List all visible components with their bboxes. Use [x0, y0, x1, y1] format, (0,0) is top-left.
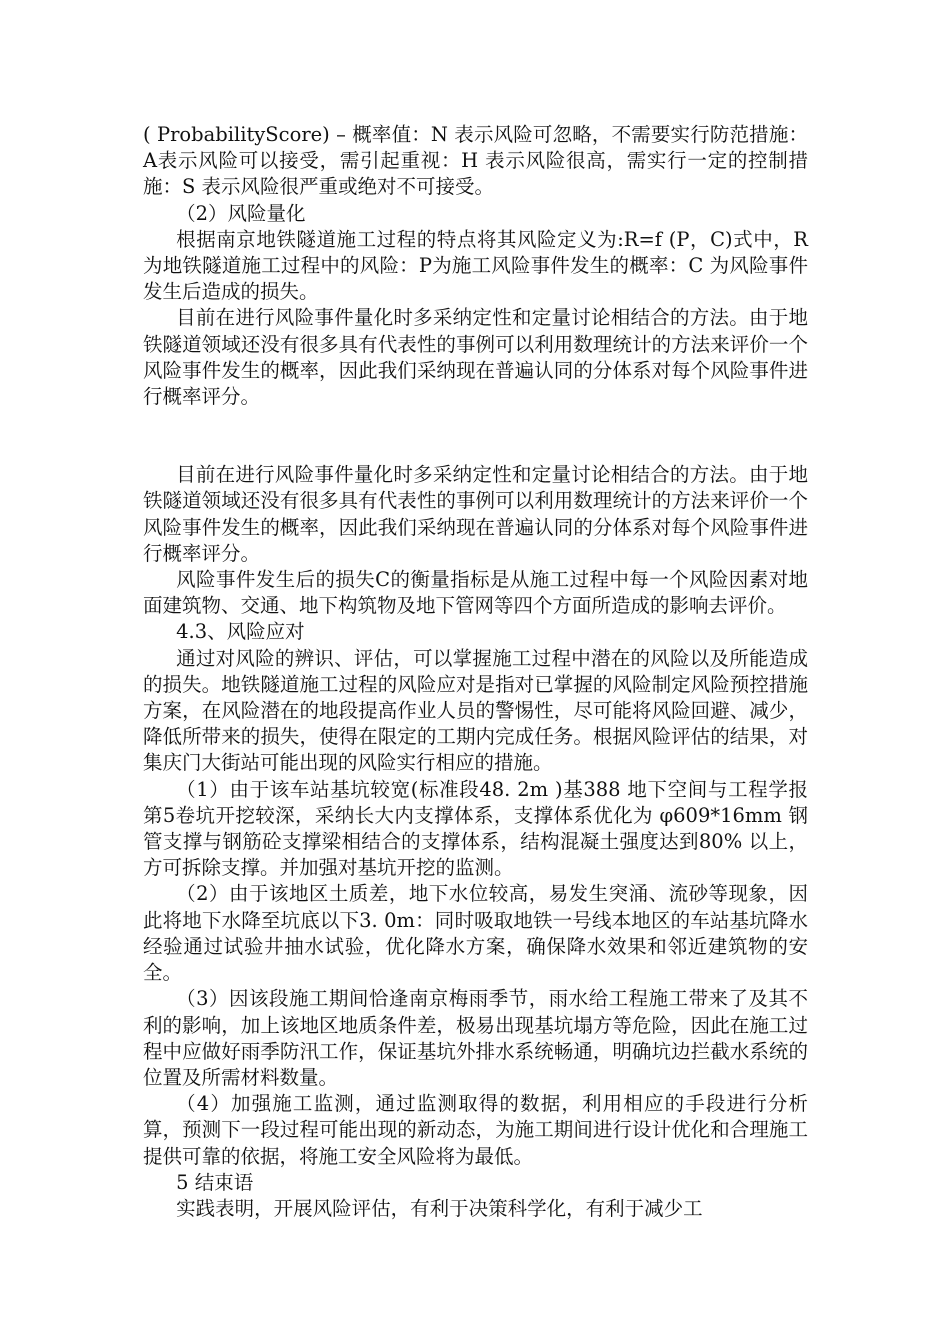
document-body	[143, 122, 808, 1222]
paragraph-loss-measure: 风险事件发生后的损失C的衡量指标是从施工过程中每一个风险因素对地面建筑物、交通、地下构筑物及地下管网等四个方面所造成的影响去评价。	[143, 568, 808, 618]
paragraph-risk-definition: 根据南京地铁隧道施工过程的特点将其风险定义为:R=f (P，C)式中，R 为地铁隧道施工过程中的风险：P为施工风险事件发生的概率：C 为风险事件发生后造成的损失。	[143, 227, 808, 304]
paragraph-measure-4: （4）加强施工监测，通过监测取得的数据，利用相应的手段进行分析算，预测下一段过程可能出现的新动态，为施工期间进行设计优化和合理施工提供可靠的依据，将施工安全风险将为最低。	[143, 1092, 808, 1168]
heading-conclusion: 5 结束语	[176, 1170, 254, 1194]
heading-risk-quantification: （2）风险量化	[176, 201, 306, 225]
paragraph-quantification-method-repeat: 目前在进行风险事件量化时多采纳定性和定量讨论相结合的方法。由于地铁隧道领域还没有很多具有代表性的事例可以利用数理统计的方法来评价一个风险事件发生的概率，因此我们采纳现在普遍认同的分体系对每个风险事件进行概率评分。	[143, 463, 808, 565]
heading-risk-response: 4.3、风险应对	[176, 620, 305, 644]
paragraph-measure-3: （3）因该段施工期间恰逢南京梅雨季节，雨水给工程施工带来了及其不利的影响，加上该地区地质条件差，极易出现基坑塌方等危险，因此在施工过程中应做好雨季防汛工作，保证基坑外排水系统畅通，明确坑边拦截水系统的位置及所需材料数量。	[143, 987, 808, 1089]
paragraph-probability-score: ( ProbabilityScore) – 概率值：N 表示风险可忽略，不需要实行防范措施：A表示风险可以接受，需引起重视：H 表示风险很高，需实行一定的控制措施：S 表示风险很严重或绝对不可接受。	[143, 123, 808, 199]
paragraph-gap	[143, 410, 808, 462]
paragraph-conclusion: 实践表明，开展风险评估，有利于决策科学化，有利于减少工	[176, 1196, 703, 1220]
paragraph-quantification-method: 目前在进行风险事件量化时多采纳定性和定量讨论相结合的方法。由于地铁隧道领域还没有很多具有代表性的事例可以利用数理统计的方法来评价一个风险事件发生的概率，因此我们采纳现在普遍认同的分体系对每个风险事件进行概率评分。	[143, 306, 808, 409]
paragraph-risk-response: 通过对风险的辨识、评估，可以掌握施工过程中潜在的风险以及所能造成的损失。地铁隧道施工过程的风险应对是指对已掌握的风险制定风险预控措施方案，在风险潜在的地段提高作业人员的警惕性，尽可能将风险回避、减少，降低所带来的损失，使得在限定的工期内完成任务。根据风险评估的结果，对集庆门大街站可能出现的风险实行相应的措施。	[143, 646, 808, 775]
paragraph-measure-2: （2）由于该地区土质差，地下水位较高，易发生突涌、流砂等现象，因此将地下水降至坑底以下3. 0m：同时吸取地铁一号线本地区的车站基坑降水经验通过试验井抽水试验，优化降水方案，确保降水效果和邻近建筑物的安全。	[143, 882, 808, 985]
paragraph-measure-1: （1）由于该车站基坑较宽(标准段48. 2m )基388 地下空间与工程学报 第5卷坑开挖较深，采纳长大内支撑体系，支撑体系优化为 φ609*16mm 钢管支撑与钢筋砼支撑梁相结合的支撑体系，结构混凝土强度达到80% 以上，方可拆除支撑。并加强对基坑开挖的监测。	[143, 777, 808, 880]
